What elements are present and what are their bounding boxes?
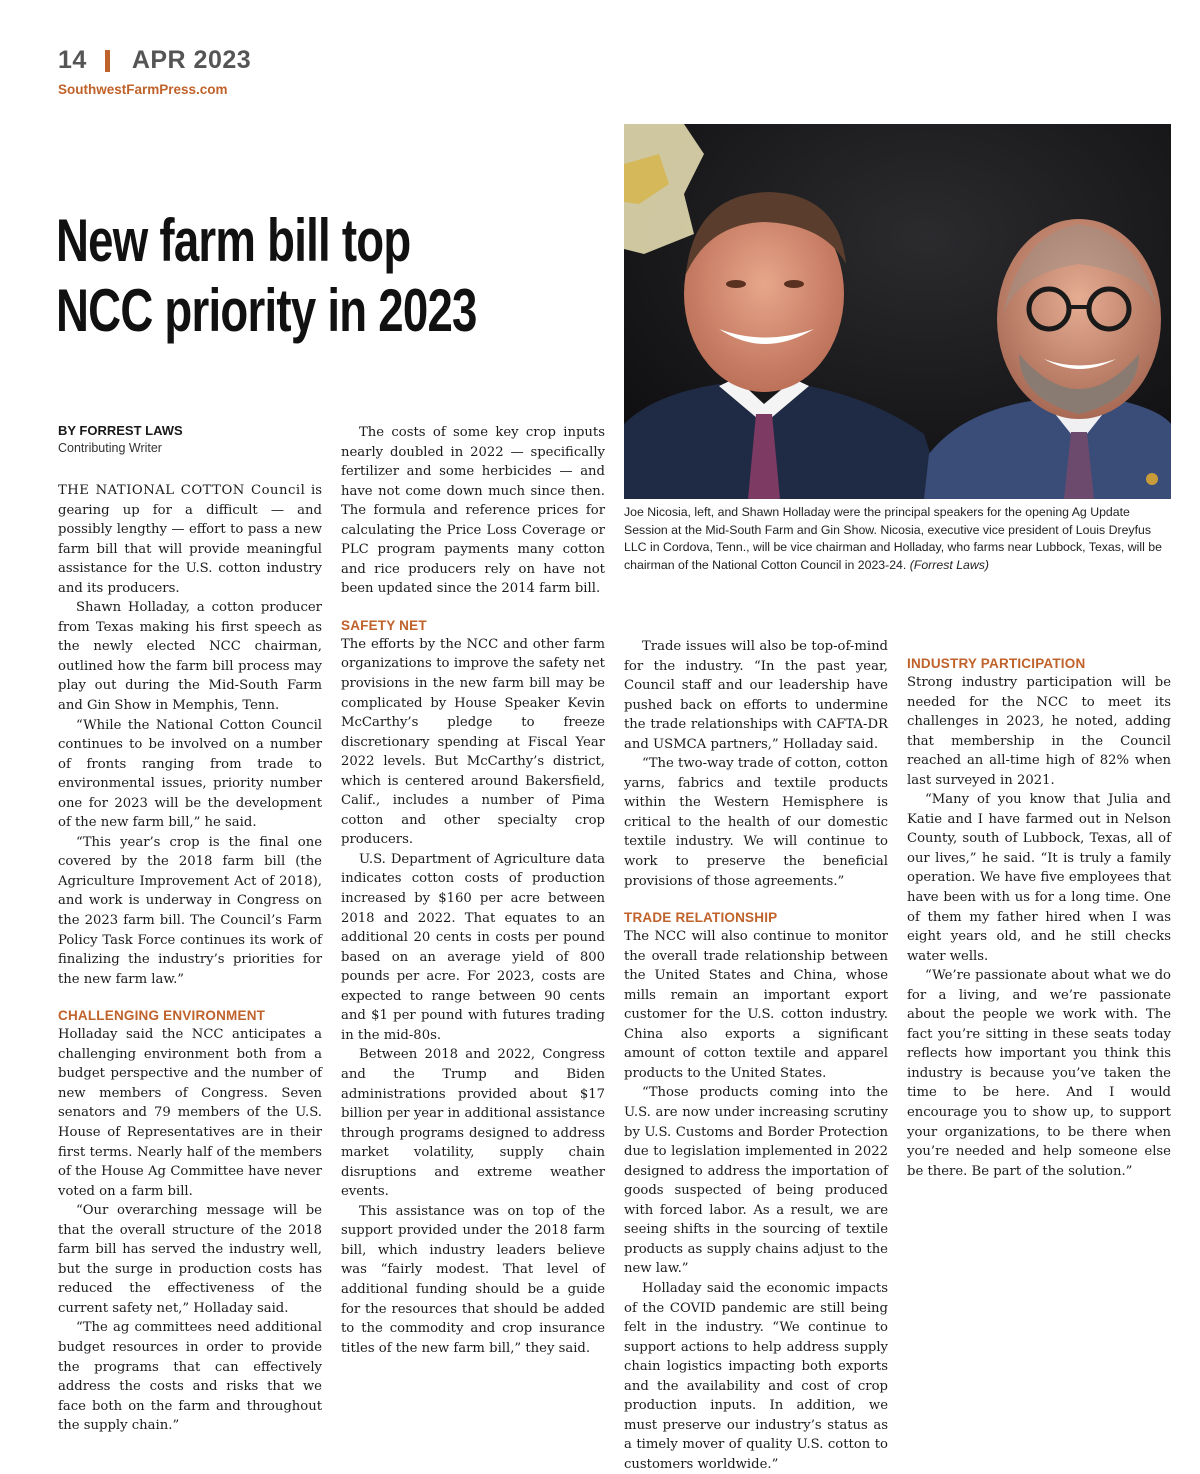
headline-line-2: NCC priority in 2023 — [56, 277, 477, 344]
article-paragraph: Trade issues will also be top-of-mind for the industry. “In the past year, Council staff and our leadership have pushed back on efforts to undermine the trade relationships with CAFTA-DR and USMCA partners,” Holladay said. — [624, 639, 888, 752]
article-paragraph: This assistance was on top of the support provided under the 2018 farm bill, which industry leaders believe was “fairly modest. That level of additional funding should be a guide for the resources that should be added to the commodity and crop insurance titles of the new farm bill,” they said. — [341, 1203, 605, 1356]
page-number: 14 — [58, 46, 87, 74]
article-paragraph: U.S. Department of Agriculture data indicates cotton costs of production increased by $160 per acre between 2018 and 2022. That equates to an additional 20 cents in costs per pound based on an average yield of 800 pounds per acre. For 2023, costs are expected to range between 90 cents and $1 per pound with futures trading in the mid-80s. — [341, 851, 605, 1043]
folio-divider — [105, 50, 110, 72]
lead-text: is gearing up for a difficult — and possibly lengthy — effort to pass a new farm bill that will provide meaningful assistance for the U.S. cotton industry and its producers. — [58, 483, 322, 596]
article-paragraph — [58, 481, 322, 598]
byline-role: Contributing Writer — [58, 441, 162, 455]
website-link[interactable]: SouthwestFarmPress.com — [58, 82, 228, 97]
article-photo — [624, 124, 1171, 499]
photo-two-men-portrait — [624, 124, 1171, 499]
article-column-4 — [907, 637, 1171, 1181]
headline-line-1: New farm bill top — [56, 207, 411, 274]
subhead-challenging-environment: CHALLENGING ENVIRONMENT — [58, 1008, 266, 1024]
article-paragraph: “We’re passionate about what we do for a living, and we’re passionate about the people we work with. The fact you’re sitting in these seats today reflects how important you think this industry is because you’ve taken the time to be here. And I would encourage you to show up, to support your organizations, to be there when you’re needed and help someone else be there. Be part of the solution.” — [907, 968, 1171, 1179]
byline — [58, 423, 183, 455]
article-paragraph: “Our overarching message will be that the overall structure of the 2018 farm bill has served the industry well, but the surge in production costs has reduced the effectiveness of the current safety net,” Holladay said. — [58, 1203, 322, 1316]
article-paragraph: The NCC will also continue to monitor the overall trade relationship between the United States and China, whose mills remain an important export customer for the U.S. cotton industry. China also exports a significant amount of cotton textile and apparel products to the United States. — [624, 929, 888, 1081]
article-column-1 — [58, 481, 322, 1436]
article-paragraph: Strong industry participation will be needed for the NCC to meet its challenges in 2023, he noted, adding that membership in the Council reached an all-time high of 82% when last surveyed in 2021. — [907, 675, 1171, 788]
article-paragraph: “The two-way trade of cotton, cotton yarns, fabrics and textile products within the Western Hemisphere is critical to the health of our domestic textile industry. We will continue to work to preserve the beneficial provisions of those agreements.” — [624, 756, 888, 889]
subhead-trade-relationship: TRADE RELATIONSHIP — [624, 910, 778, 926]
issue-date: APR 2023 — [131, 46, 252, 74]
article-column-2 — [341, 423, 605, 1358]
article-paragraph: Between 2018 and 2022, Congress and the Trump and Biden administrations provided about $17 billion per year in additional assistance through programs designed to address market volatility, supply chain disruptions and extreme weather events. — [341, 1047, 605, 1200]
article-paragraph: “While the National Cotton Council continues to be involved on a number of fronts ranging from trade to environmental issues, priority number one for 2023 will be the development of the new farm bill,” he said. — [58, 717, 322, 831]
article-paragraph: “Many of you know that Julia and Katie and I have farmed out in Nelson County, south of Lubbock, Texas, all of our lives,” he said. “It is truly a family operation. We have five employees that have been with us for a long time. One of them my father hired when I was eight years old, and he still checks water wells. — [907, 792, 1171, 964]
page-folio — [58, 46, 251, 75]
article-column-3 — [624, 637, 888, 1474]
caption-text: Joe Nicosia, left, and Shawn Holladay were the principal speakers for the opening Ag Update Session at the Mid-South Farm and Gin Show. Nicosia, executive vice president of Louis Dreyfus LLC in Cordova, Tenn., will be vice chairman and Holladay, who farms near Lubbock, Texas, will be chairman of the National Cotton Council in 2023-24. — [624, 505, 1162, 572]
article-paragraph: Shawn Holladay, a cotton producer from Texas making his first speech as the newly elected NCC chairman, outlined how the farm bill process may play out during the Mid-South Farm and Gin Show in Memphis, Tenn. — [58, 600, 322, 714]
article-paragraph: The efforts by the NCC and other farm organizations to improve the safety net provisions in the new farm bill may be complicated by House Speaker Kevin McCarthy’s pledge to freeze discretionary spending at Fiscal Year 2022 levels. But McCarthy’s district, which is centered around Bakersfield, Calif., includes a number of Pima cotton and other specialty crop producers. — [341, 636, 605, 848]
subhead-industry-participation: INDUSTRY PARTICIPATION — [907, 656, 1086, 671]
caption-credit: (Forrest Laws) — [909, 557, 989, 572]
lead-caps: THE NATIONAL COTTON Council — [58, 483, 306, 498]
byline-author: BY FORREST LAWS — [58, 423, 183, 438]
article-paragraph: Holladay said the economic impacts of the COVID pandemic are still being felt in the industry. “We continue to support actions to help address supply chain logistics impacting both exports and the availability and cost of crop production inputs. In addition, we must preserve our industry’s status as a timely mover of quality U.S. cotton to customers worldwide.” — [624, 1280, 888, 1472]
article-paragraph: “Those products coming into the U.S. are now under increasing scrutiny by U.S. Customs and Border Protection due to legislation implemented in 2022 designed to address the importation of goods suspected of being produced with forced labor. As a result, we are seeing shifts in the sourcing of textile products as supply chains adjust to the new law.” — [624, 1085, 888, 1277]
article-headline — [56, 206, 618, 346]
article-paragraph: Holladay said the NCC anticipates a challenging environment both from a budget perspective and the number of new members of Congress. Seven senators and 79 members of the U.S. House of Representatives are in their first terms. Nearly half of the members of the House Ag Committee have never voted on a farm bill. — [58, 1027, 322, 1199]
subhead-safety-net: SAFETY NET — [341, 617, 427, 633]
photo-caption — [624, 504, 1172, 574]
article-paragraph: “This year’s crop is the final one covered by the 2018 farm bill (the Agriculture Improvement Act of 2018), and work is underway in Congress on the 2023 farm bill. The Council’s Farm Policy Task Force continues its work of finalizing the industry’s priorities for the new farm law.” — [58, 834, 322, 987]
article-paragraph: The costs of some key crop inputs nearly doubled in 2022 — specifically fertilizer and some herbicides — and have not come down much since then. The formula and reference prices for calculating the Price Loss Coverage or PLC program payments many cotton and rice producers rely on have not been updated since the 2014 farm bill. — [341, 425, 605, 597]
article-paragraph: “The ag committees need additional budget resources in order to provide the programs that can effectively address the costs and risks that we face both on the farm and throughout the supply chain.” — [58, 1320, 322, 1434]
